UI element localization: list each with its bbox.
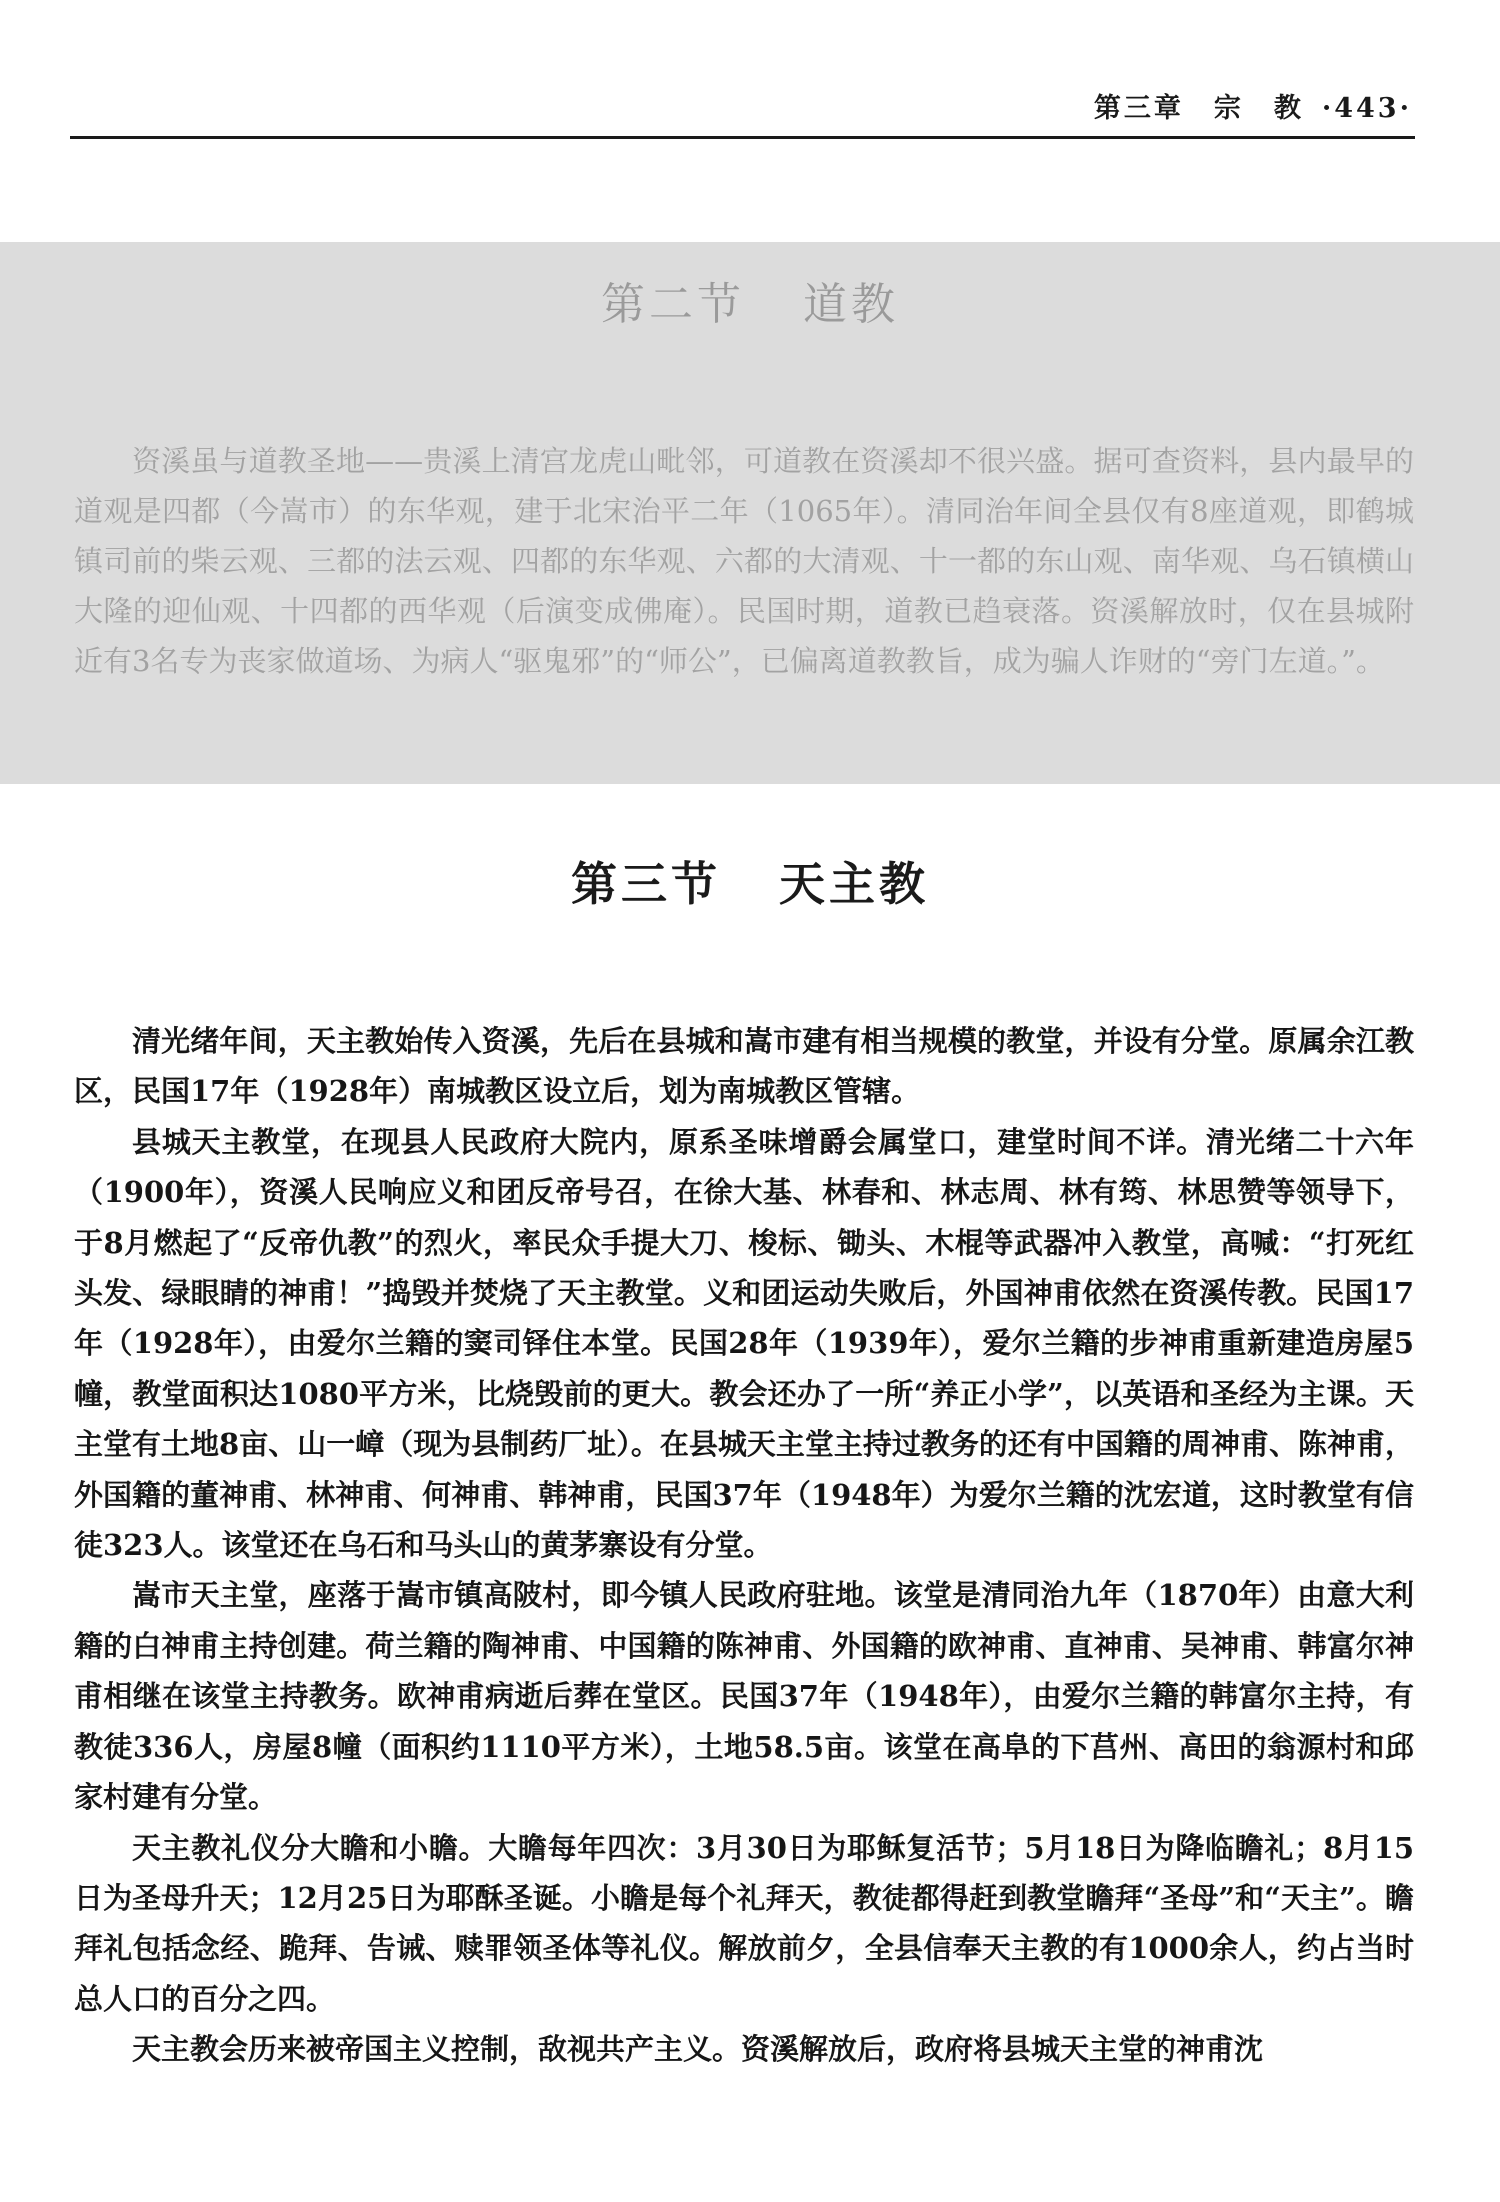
- section3-paragraph: 天主教礼仪分大瞻和小瞻。大瞻每年四次：3月30日为耶稣复活节；5月18日为降临瞻礼；8月15日为圣母升天；12月25日为耶酥圣诞。小瞻是每个礼拜天，教徒都得赶到教堂瞻拜“圣母”和“天主”。瞻拜礼包括念经、跪拜、告诫、赎罪领圣体等礼仪。解放前夕，全县信奉天主教的有1000余人，约占当时总人口的百分之四。: [74, 1830, 1414, 2016]
- running-head: [1076, 86, 1412, 125]
- page-number: ·443·: [1321, 93, 1412, 124]
- section2-heading: [0, 268, 1500, 332]
- chapter-title: 第三章 宗 教: [1093, 93, 1304, 124]
- section3-body: [74, 1016, 1414, 2075]
- header-rule: [70, 136, 1415, 139]
- section3-paragraph: 清光绪年间，天主教始传入资溪，先后在县城和嵩市建有相当规模的教堂，并设有分堂。原属余江教区，民国17年（1928年）南城教区设立后，划为南城教区管辖。: [74, 1024, 1414, 1109]
- section2-paragraph: 资溪虽与道教圣地——贵溪上清宫龙虎山毗邻，可道教在资溪却不很兴盛。据可查资料，县内最早的道观是四都（今嵩市）的东华观，建于北宋治平二年（1065年）。清同治年间全县仅有8座道观，即鹤城镇司前的柴云观、三都的法云观、四都的东华观、六都的大清观、十一都的东山观、南华观、乌石镇横山大隆的迎仙观、十四都的西华观（后演变成佛庵）。民国时期，道教已趋衰落。资溪解放时，仅在县城附近有3名专为丧家做道场、为病人“驱鬼邪”的“师公”，已偏离道教教旨，成为骗人诈财的“旁门左道。”。: [74, 444, 1414, 678]
- section3-name: 天主教: [779, 857, 929, 911]
- section2-name: 道教: [803, 279, 899, 330]
- section3-paragraph: 嵩市天主堂，座落于嵩市镇高陂村，即今镇人民政府驻地。该堂是清同治九年（1870年）由意大利籍的白神甫主持创建。荷兰籍的陶神甫、中国籍的陈神甫、外国籍的欧神甫、直神甫、吴神甫、韩富尔神甫相继在该堂主持教务。欧神甫病逝后葬在堂区。民国37年（1948年），由爱尔兰籍的韩富尔主持，有教徒336人，房屋8幢（面积约1110平方米），土地58.5亩。该堂在高阜的下莒州、高田的翁源村和邱家村建有分堂。: [74, 1578, 1414, 1815]
- section3-number: 第三节: [571, 857, 721, 911]
- section2-body: [74, 436, 1414, 686]
- section3-paragraph: 天主教会历来被帝国主义控制，敌视共产主义。资溪解放后，政府将县城天主堂的神甫沈: [132, 2032, 1264, 2067]
- section2-number: 第二节: [601, 279, 745, 330]
- section3-heading: [0, 848, 1500, 914]
- section3-paragraph: 县城天主教堂，在现县人民政府大院内，原系圣味增爵会属堂口，建堂时间不详。清光绪二十六年（1900年），资溪人民响应义和团反帝号召，在徐大基、林春和、林志周、林有筠、林思赞等领导下，于8月燃起了“反帝仇教”的烈火，率民众手提大刀、梭标、锄头、木棍等武器冲入教堂，高喊：“打死红头发、绿眼睛的神甫！”捣毁并焚烧了天主教堂。义和团运动失败后，外国神甫依然在资溪传教。民国17年（1928年），由爱尔兰籍的窦司铎住本堂。民国28年（1939年），爱尔兰籍的步神甫重新建造房屋5幢，教堂面积达1080平方米，比烧毁前的更大。教会还办了一所“养正小学”，以英语和圣经为主课。天主堂有土地8亩、山一嶂（现为县制药厂址）。在县城天主堂主持过教务的还有中国籍的周神甫、陈神甫，外国籍的董神甫、林神甫、何神甫、韩神甫，民国37年（1948年）为爱尔兰籍的沈宏道，这时教堂有信徒323人。该堂还在乌石和马头山的黄茅寨设有分堂。: [74, 1124, 1414, 1563]
